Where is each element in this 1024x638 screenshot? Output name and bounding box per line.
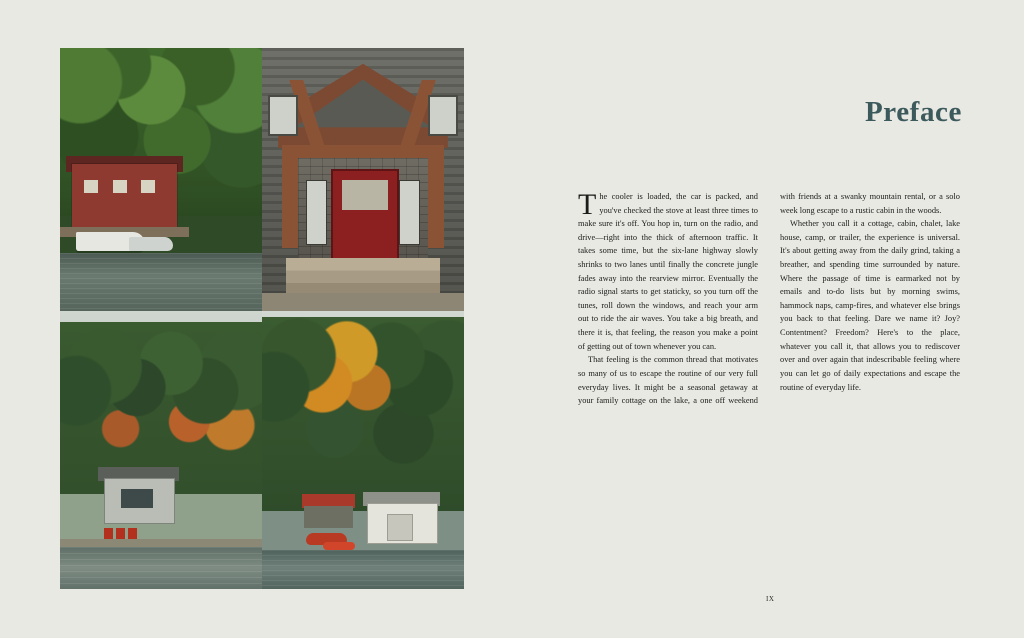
dormer-window-right: [428, 95, 458, 136]
gravel-ground: [262, 293, 464, 311]
autumn-forest: [262, 317, 464, 512]
shed-body: [304, 506, 352, 528]
paragraph-2: That feeling is the common thread that motivates so many of us to escape the routine of our very full everyday lives. It might be a seasonal getaway at your family cottage on the lake, a one off weekend with friends at a swanky mountain rental, or a solo week long escape to a rustic cabin in the woods.: [578, 192, 960, 406]
lake-water: [60, 253, 262, 311]
entry-window-right: [399, 180, 419, 245]
stone-steps: [286, 258, 440, 295]
cottage-window: [113, 180, 127, 193]
photo-timber-frame-entry: [262, 48, 464, 311]
timber-post-right: [428, 153, 444, 248]
body-text-columns: [578, 190, 960, 408]
photo-white-boathouse-canoes: [262, 311, 464, 589]
timber-lintel: [282, 145, 444, 158]
text-page: [520, 0, 1024, 638]
page-number: IX: [766, 595, 775, 603]
paragraph-1: The cooler is loaded, the car is packed, and you've checked the stove at least three times to make sure it's off. You hop in, turn on the radio, and drive—right into the thick of afternoon traffic. It takes some time, but the six-lane highway slowly shrinks to two lanes until finally the concrete jungle fades away into the rearview mirror. Eventually the radio signal starts to get staticky, so you turn off the tunes, roll down the windows, and reach your arm out to ride the air waves. You take a big breath, and there it is, that feeling, the reason you make a point of getting out of town whenever you can.: [578, 188, 758, 351]
page-title: Preface: [864, 96, 962, 128]
lake-water: [262, 550, 464, 589]
cottage-window: [84, 180, 98, 193]
photo-grey-cabin-autumn-shore: [60, 311, 262, 589]
dormer-window-left: [268, 95, 298, 136]
paragraph-3: Whether you call it a cottage, cabin, chalet, lake house, camp, or trailer, the experience is universal. It's about getting away from the daily grind, taking a breather, and spending time surrounded by nature. Where the passage of time is earmarked not by emails and to-do lists but by morning swims, hammock naps, camp-fires, and whatever else brings you back to that feeling. Dare we name it? Joy? Contentment? Freedom? Here's to the place, whatever you call it, that allows you to rediscover over and over again that indescribable feeling where you can let go of daily expectations and escape the routine of everyday life.: [780, 219, 960, 392]
timber-post-left: [282, 153, 298, 248]
second-boat: [129, 237, 173, 250]
red-cottage: [72, 164, 177, 232]
photo-grid: [60, 48, 464, 589]
boathouse-door: [387, 514, 413, 541]
cabin-window: [121, 489, 153, 508]
photo-red-cottage-lakefront: [60, 48, 262, 311]
red-canoe-second: [323, 542, 355, 550]
red-front-door: [331, 169, 400, 262]
cottage-window: [141, 180, 155, 193]
lake-water: [60, 547, 262, 589]
entry-window-left: [306, 180, 326, 245]
